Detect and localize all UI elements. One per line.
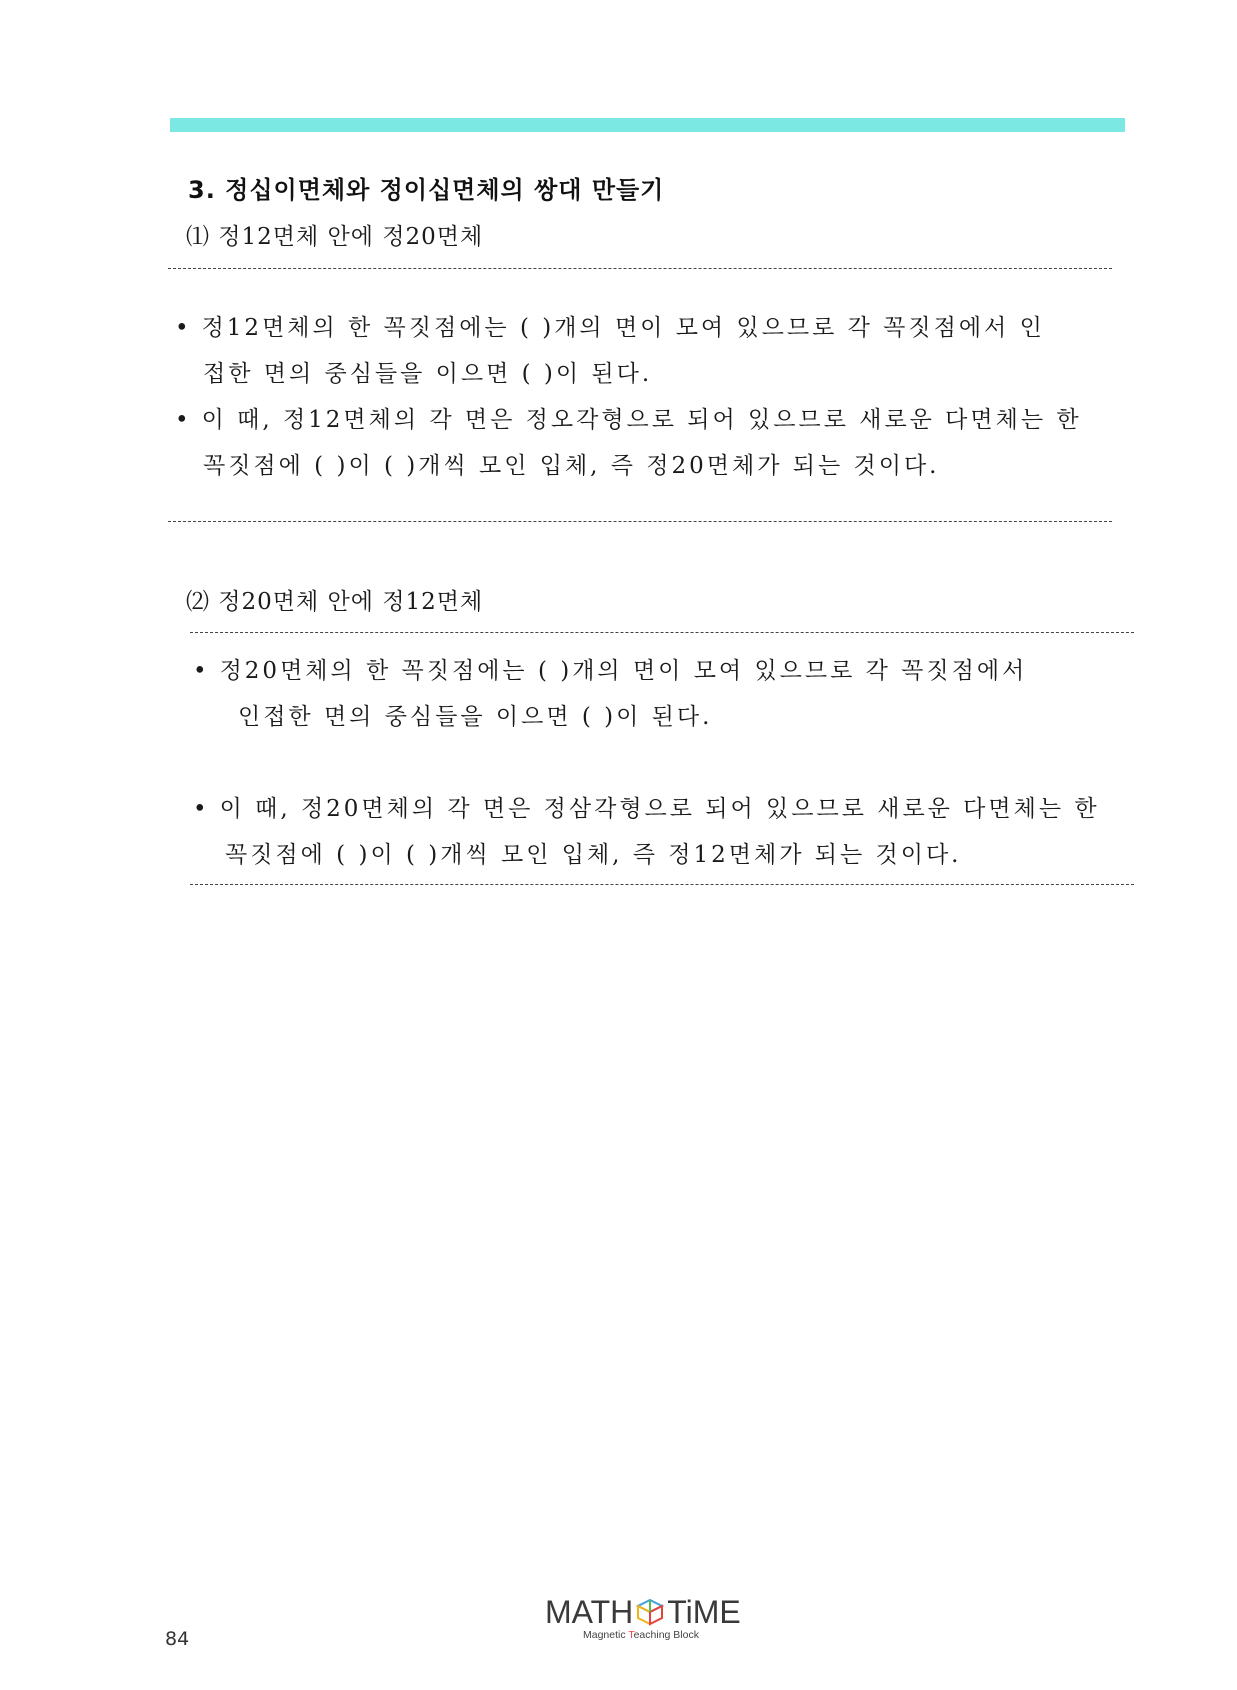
text-line [203,447,939,480]
text-line [203,355,652,388]
divider [168,268,1112,269]
math-time-logo [545,1596,755,1646]
text-line-content: 이 때, 정20면체의 각 면은 정삼각형으로 되어 있으므로 새로운 다면체는 한 [219,796,1100,822]
divider [190,884,1134,885]
logo-word-math: MATH [545,1594,634,1630]
text-line [238,698,712,731]
divider [168,521,1112,522]
text-line [175,309,1045,342]
text-line-content: 꼭짓점에 ( )이 ( )개씩 모인 입체, 즉 정12면체가 되는 것이다. [225,842,962,868]
text-line-content: 이 때, 정12면체의 각 면은 정오각형으로 되어 있으므로 새로운 다면체는 한 [201,407,1082,433]
bullet: • [193,796,210,822]
bullet: • [175,407,192,433]
text-line [175,401,1082,434]
subsection-1-title: ⑴ 정12면체 안에 정20면체 [186,224,484,250]
text-line-content: 접한 면의 중심들을 이으면 ( )이 된다. [203,361,653,387]
text-line [225,836,961,869]
bullet: • [193,658,210,684]
bullet: • [175,315,192,341]
subsection-2-title: ⑵ 정20면체 안에 정12면체 [186,589,484,615]
text-line [193,652,1027,685]
logo-word-time: TiME [667,1594,741,1630]
page-number: 84 [165,1628,190,1650]
cube-icon [635,1597,665,1627]
divider [190,632,1134,633]
text-line-content: 정12면체의 한 꼭짓점에는 ( )개의 면이 모여 있으므로 각 꼭짓점에서 인 [201,315,1045,341]
text-line-content: 인접한 면의 중심들을 이으면 ( )이 된다. [238,704,713,730]
logo-tagline: Magnetic Teaching Block [583,1629,699,1641]
text-line-content: 정20면체의 한 꼭짓점에는 ( )개의 면이 모여 있으므로 각 꼭짓점에서 [219,658,1028,684]
text-line-content: 꼭짓점에 ( )이 ( )개씩 모인 입체, 즉 정20면체가 되는 것이다. [203,453,940,479]
section-title: 3. 정십이면체와 정이십면체의 쌍대 만들기 [188,176,665,204]
header-accent-bar [170,118,1125,132]
text-line [193,790,1100,823]
